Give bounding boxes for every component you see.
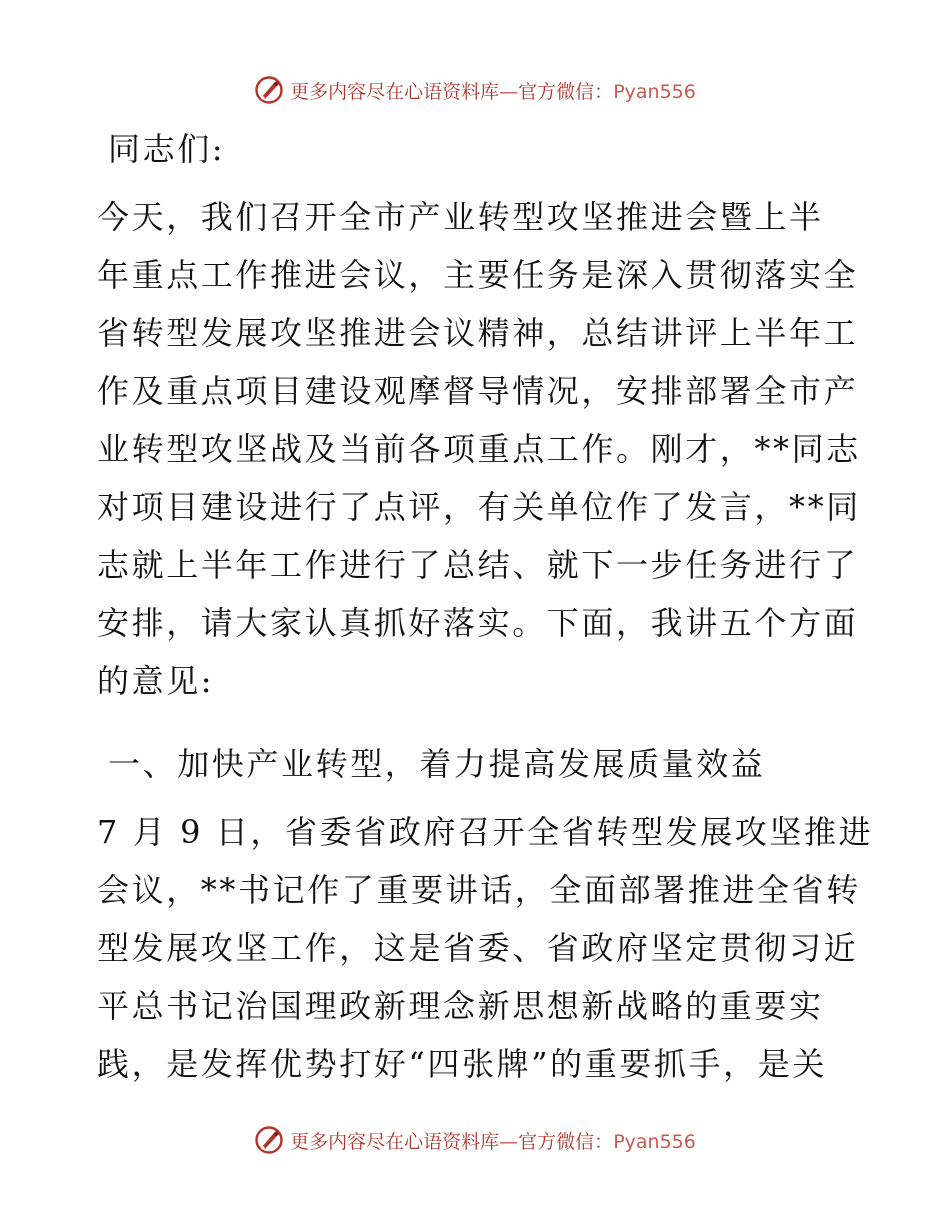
watermark-dash: — [499, 1130, 519, 1153]
text-line: 业转型攻坚战及当前各项重点工作。刚才，**同志 [97, 430, 861, 468]
pen-logo-icon [254, 75, 284, 105]
text-line: 省转型发展攻坚推进会议精神，总结讲评上半年工 [97, 314, 859, 352]
text-line: 平总书记治国理政新理念新思想新战略的重要实 [97, 987, 824, 1025]
watermark-banner-top [0, 72, 950, 108]
text-line: 的意见: [97, 662, 215, 700]
salutation: 同志们: [108, 130, 226, 168]
text-line: 作及重点项目建设观摩督导情况，安排部署全市产 [97, 372, 859, 410]
text-line: 安排，请大家认真抓好落实。下面，我讲五个方面 [97, 604, 859, 642]
watermark-banner-bottom [0, 1122, 950, 1158]
watermark-dash: — [499, 80, 519, 103]
text-line: 年重点工作推进会议，主要任务是深入贯彻落实全 [97, 256, 859, 294]
text-line: 志就上半年工作进行了总结、就下一步任务进行了 [97, 546, 859, 584]
text-line: 7 月 9 日，省委省政府召开全省转型发展攻坚推进 [97, 813, 874, 851]
text-line: 会议，**书记作了重要讲话，全面部署推进全省转 [97, 871, 861, 909]
text-line: 践，是发挥优势打好“四张牌”的重要抓手，是关 [97, 1045, 827, 1083]
watermark-suffix: 官方微信： [518, 1130, 614, 1153]
watermark-prefix: 更多内容尽在心语资料库 [290, 1130, 500, 1153]
pen-logo-icon [254, 1125, 284, 1155]
paragraph-intro [97, 188, 861, 710]
section-heading: 一、加快产业转型，着力提高发展质量效益 [108, 745, 766, 783]
watermark-text [290, 1127, 696, 1154]
watermark-handle: Pyan556 [613, 1130, 696, 1153]
watermark-prefix: 更多内容尽在心语资料库 [290, 80, 500, 103]
text-line: 今天，我们召开全市产业转型攻坚推进会暨上半 [97, 198, 824, 236]
text-line: 型发展攻坚工作，这是省委、省政府坚定贯彻习近 [97, 929, 859, 967]
watermark-suffix: 官方微信： [518, 80, 614, 103]
text-line: 对项目建设进行了点评，有关单位作了发言，**同 [97, 488, 861, 526]
watermark-handle: Pyan556 [613, 80, 696, 103]
paragraph-section-one [97, 803, 874, 1093]
watermark-text [290, 77, 696, 104]
